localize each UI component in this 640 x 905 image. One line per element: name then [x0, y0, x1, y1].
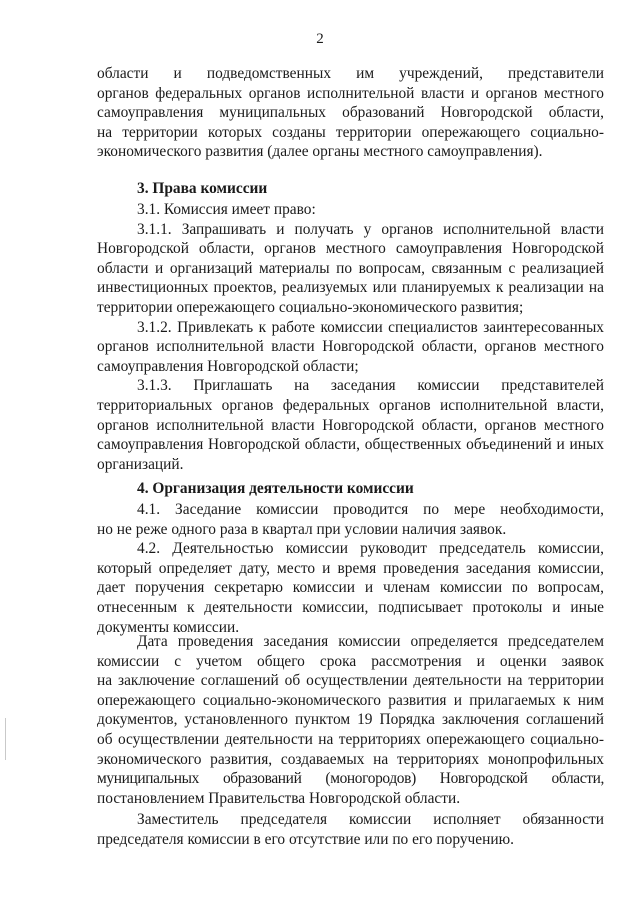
clause-3-1: 3.1. Комиссия имеет право: — [137, 201, 316, 218]
text-line: инвестиционных проектов, реализуемых или планируемых к реализации на — [97, 279, 604, 297]
section-3-heading: 3. Права комиссии — [137, 180, 268, 197]
text-line: постановлением Правительства Новгородской области. — [97, 789, 461, 807]
text-line: председателя комиссии в его отсутствие или по его поручению. — [97, 830, 514, 848]
text-line: 3.1.2. Привлекать к работе комиссии специалистов заинтересованных — [137, 318, 604, 336]
text-line: Заместитель председателя комиссии исполняет обязанности — [137, 811, 604, 828]
text-line: экономического развития (далее органы местного самоуправления). — [97, 143, 543, 161]
text-line: 4.1. Заседание комиссии проводится по мере необходимости, — [137, 501, 604, 518]
text-line: 3.1.1. Запрашивать и получать у органов исполнительной власти — [137, 220, 604, 238]
section-3-body — [97, 200, 604, 474]
text-line: опережающего социально-экономического развития и прилагаемых к ним — [97, 691, 604, 709]
text-line: документов, установленного пунктом 19 Порядка заключения соглашений — [97, 711, 604, 729]
text-line: Дата проведения заседания комиссии определяется председателем — [137, 633, 604, 650]
text-line: самоуправления Новгородской области; — [97, 357, 359, 375]
deputy-paragraph — [97, 810, 604, 849]
section-4-heading: 4. Организация деятельности комиссии — [137, 480, 414, 497]
text-line: об осуществлении деятельности на территориях опережающего социально- — [97, 730, 604, 748]
text-line: самоуправления муниципальных образований Новгородской области, — [97, 104, 604, 122]
text-line: организаций. — [97, 455, 184, 473]
page-number: 2 — [316, 31, 324, 47]
scan-edge-mark — [5, 718, 6, 760]
text-line: документы комиссии. — [97, 618, 240, 636]
section-4-body — [97, 500, 604, 637]
text-line: комиссии с учетом общего срока рассмотрения и оценки заявок — [97, 652, 604, 670]
text-line: самоуправления Новгородской области, общественных объединений и иных — [97, 436, 604, 454]
text-line: дает поручения секретарю комиссии и членам комиссии по вопросам, — [97, 579, 604, 597]
text-line: области и подведомственных им учреждений, представители — [97, 65, 604, 82]
text-line: на заключение соглашений об осуществлении деятельности на территории — [97, 672, 604, 690]
intro-paragraph — [97, 64, 604, 162]
text-line: территории опережающего социально-экономического развития; — [97, 298, 524, 316]
text-line: органов исполнительной власти Новгородской области, органов местного — [97, 416, 604, 434]
text-line: который определяет дату, место и время проведения заседания комиссии, — [97, 559, 604, 577]
date-paragraph — [97, 632, 604, 808]
text-line: но не реже одного раза в квартал при условии наличия заявок. — [97, 520, 507, 538]
text-line: области и организаций материалы по вопросам, связанным с реализацией — [97, 259, 604, 277]
text-line: экономического развития, создаваемых на территориях монопрофильных — [97, 750, 604, 768]
text-line: территориальных органов федеральных органов исполнительной власти, — [97, 396, 604, 414]
text-line: органов федеральных органов исполнительной власти и органов местного — [97, 84, 604, 102]
text-line: отнесенным к деятельности комиссии, подписывает протоколы и иные — [97, 598, 604, 616]
text-line: Новгородской области, органов местного самоуправления Новгородской — [97, 240, 604, 258]
text-line: муниципальных образований (моногородов) Новгородской области, — [97, 770, 604, 788]
text-line: 3.1.3. Приглашать на заседания комиссии представителей — [137, 377, 604, 395]
text-line: 4.2. Деятельностью комиссии руководит председатель комиссии, — [137, 540, 604, 558]
text-line: на территории которых созданы территории опережающего социально- — [97, 123, 604, 141]
text-line: органов исполнительной власти Новгородской области, органов местного — [97, 338, 604, 356]
